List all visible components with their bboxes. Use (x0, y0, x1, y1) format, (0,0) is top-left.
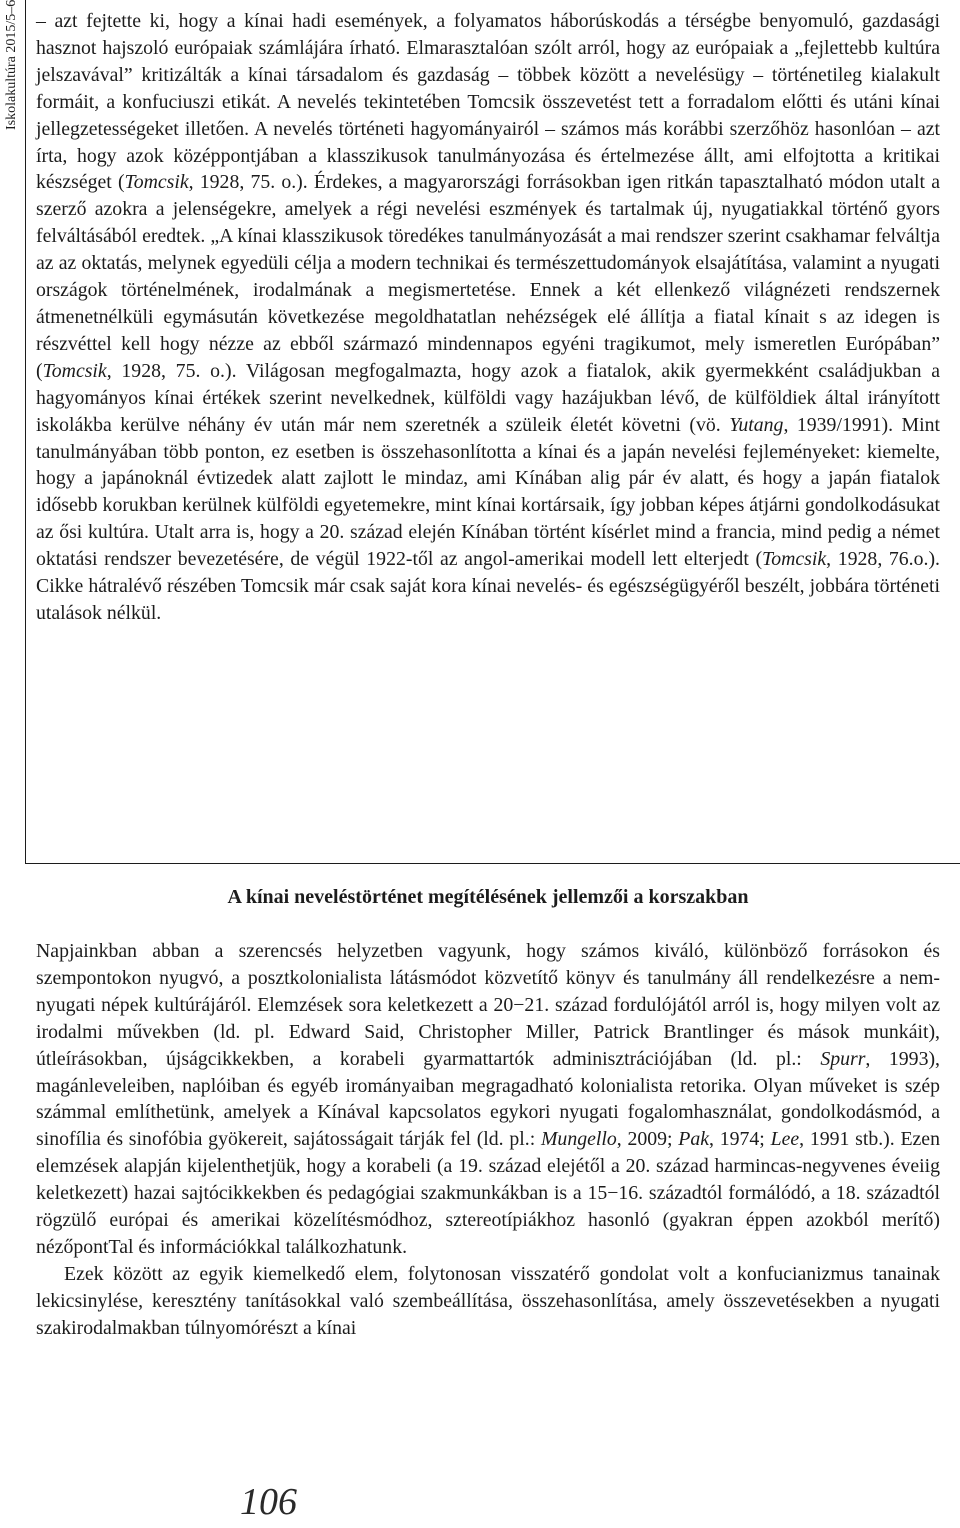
citation-author: Pak (678, 1128, 710, 1151)
citation-author: Mungello (540, 1128, 617, 1151)
text-run: Napjainkban abban a szerencsés helyzetben vagyunk, hogy számos kiváló, különböző forrásokon és szempontokon nyugvó, a posztkolonialista látásmódot közvetítő könyv és tanulmány áll rendelkezésre a nem-nyugati népek kultúrájáról. Elemzések sora keletkezett a 20−21. század fordulójától arról is, hogy milyen volt az irodalmi művekben (ld. pl. Edward Said, Christopher Miller, Patrick Brantlinger és mások munkáit), útleírásokban, újságcikkekben, a korabeli gyarmattartók adminisztrációjában (ld. pl.: (36, 940, 940, 1070)
text-run: , 1991 stb.). Ezen elemzések alapján kijelenthetjük, hogy a korabeli (a 19. század elejétől a 20. század harmincas-negyvenes éveiig keletkezett) hazai sajtócikkekben és pedagógiai szakmunkákban is a 15−16. századtól formálódó, a 18. századtól rögzülő európai és amerikai közelítésmódhoz, sztereotípiákhoz hasonló (gyakran éppen azokból merítő) nézőpontTal és információkkal találkozhatunk. (36, 1128, 940, 1258)
top-text-column (36, 8, 940, 627)
text-run: – azt fejtette ki, hogy a kínai hadi események, a folyamatos háborúskodás a térségbe benyomuló, gazdasági hasznot hajszoló európaiak számlájára írható. Elmarasztalóan szólt arról, hogy az európaiak a „fejlettebb kultúra jelszavával” kritizálták a kínai társadalom és gazdaság – többek között a nevelésügy – történetileg kialakult formáit, a konfuciuszi etikát. A nevelés tekintetében Tomcsik összevetést tett a forradalom előtti és utáni kínai jellegzetességeket illetően. A nevelés történeti hagyományairól – számos más korábbi szerzőhöz hasonlóan – azt írta, hogy azok középpontjában a klasszikusok tanulmányozása és értelmezése állt, ami elfojtotta a kritikai készséget ( (36, 10, 940, 194)
text-run: Ezek között az egyik kiemelkedő elem, folytonosan visszatérő gondolat volt a konfucianizmus tanainak lekicsinylése, keresztény tanításokkal való szembeállítása, összehasonlítása, amely összevetésekben a nyugati szakirodalmakban túlnyomórészt a kínai (36, 1262, 940, 1339)
text-run: , 1974; (709, 1128, 771, 1151)
text-run: , 1939/1991). Mint tanulmányában több ponton, ez esetben is összehasonlította a kínai és a japán nevelési fejleményeket: kiemelte, hogy a japánoknál évtizedek alatt zajlott le mindaz, ami Kínában alig pár év alatt, és hogy a japán fiatalok idősebb korukban kerülnek külföldi egyetemekre, mint kínai kortársaik, így jobban képes átjárni gondolkodásukat az ősi kultúra. Utalt arra is, hogy a 20. század elején Kínában történt kísérlet mind a francia, mind pedig a német oktatási rendszer bevezetésére, de végül 1922-től az angol-amerikai modell lett elterjedt ( (36, 413, 940, 571)
body-paragraph (36, 8, 940, 627)
citation-author: Yutang (729, 413, 784, 436)
citation-author: Spurr (820, 1047, 866, 1070)
citation-author: Tomcsik (42, 359, 107, 382)
running-head: Iskolakultúra 2015/5–6 (4, 0, 19, 131)
section-text-column (36, 938, 940, 1342)
body-paragraph (36, 938, 940, 1261)
text-run: , 1928, 75. o.). Érdekes, a magyarországi forrásokban igen ritkán tapasztalható módon utalt a szerző azokra a jelenségekre, amelyek a régi nevelési eszmények és tartalmak új, nyugatiakkal történő gyors felváltásából eredtek. „A kínai klasszikusok töredékes tanulmányozását a mai rendszer szerint csakhamar felváltja az az oktatás, melynek egyedüli célja a modern technikai és természettudományok elsajátítása, valamint a nyugati országok történelmének, irodalmának a megismertetése. Ennek a két ellenkező világnézeti rendszernek átmenetnélküli egymásután következése megoldhatatlan nehézségek elé állítja a fiatal kínait s az idegen is részvéttel kell hogy nézze az ebből származó mindennapos egyéni tragikumot, mely ismeretlen Európában” ( (36, 171, 940, 382)
text-run: , 2009; (616, 1128, 679, 1151)
citation-author: Tomcsik (762, 548, 827, 571)
citation-author: Lee (770, 1128, 800, 1151)
citation-author: Tomcsik (124, 171, 189, 194)
section-heading: A kínai neveléstörténet megítélésének jellemzői a korszakban (227, 886, 749, 908)
text-run: , 1928, 75. o.). Világosan megfogalmazta, hogy azok a fiatalok, akik gyermekként családjukban a hagyományos kínai értékek szerint nevelkednek, külföldi vagy hazájukban lévő, de külföldiek által irányított iskolákba kerülve néhány év után már nem szeretnék a szüleik életét követni (vö. (36, 359, 940, 436)
side-rule (25, 0, 26, 864)
section-divider (25, 863, 960, 864)
text-run: , 1993), magánleveleiben, naplóiban és egyéb irományaiban megragadható kolonialista retorika. Olyan műveket is szép számmal említhetünk, amelyek a Kínával kapcsolatos egykori nyugati fogalomhasználat, gondolkodásmód, a sinofília és sinofóbia gyökereit, sajátosságait tárják fel (ld. pl.: (36, 1047, 940, 1151)
text-run: , 1928, 76.o.). Cikke hátralévő részében Tomcsik már csak saját kora kínai nevelés- és egészségügyéről beszélt, jobbára történeti utalások nélkül. (36, 548, 940, 624)
body-paragraph (36, 1261, 940, 1342)
page-number: 106 (240, 1481, 297, 1523)
